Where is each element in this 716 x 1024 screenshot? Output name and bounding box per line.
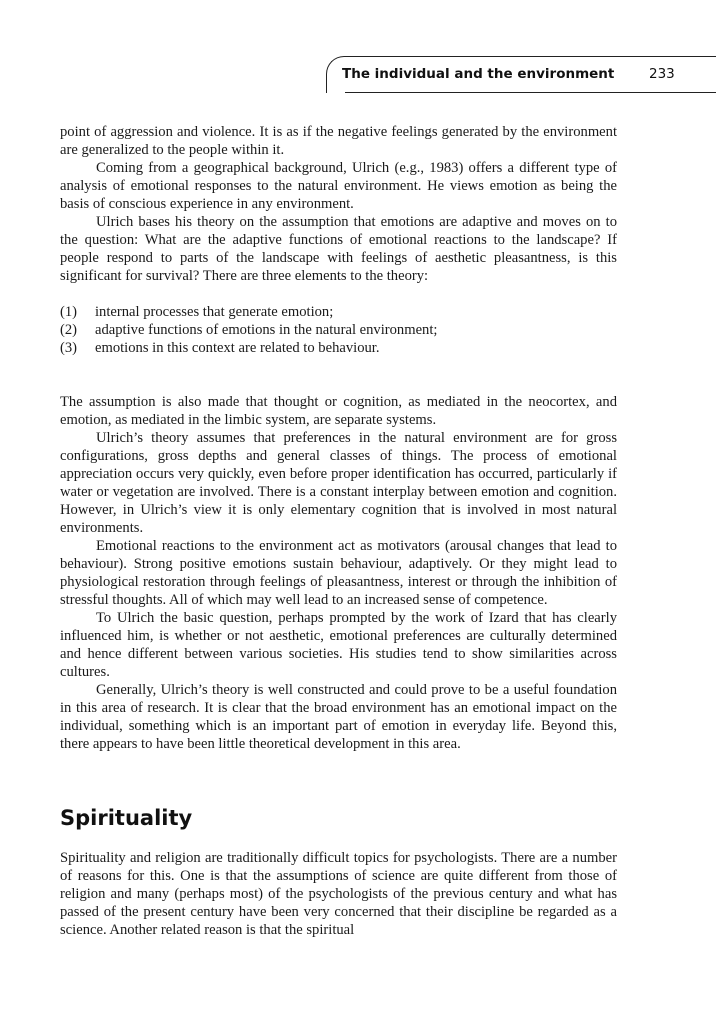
paragraph: The assumption is also made that thought or cognition, as mediated in the neocortex, and emotion, as mediated in the limbic system, are separate systems. — [60, 394, 617, 428]
paragraph: Ulrich’s theory assumes that preferences in the natural environment are for gross configurations, gross depths and general classes of things. The process of emotional appreciation occurs very quickly, even before proper identification has occurred, particularly if water or vegetation are involved. There is a constant interplay between emotion and cognition. However, in Ulrich’s view it is only elementary cognition that is involved in most natural environments. — [60, 430, 617, 536]
paragraph: Coming from a geographical background, Ulrich (e.g., 1983) offers a different type of analysis of emotional responses to the natural environment. He views emotion as being the basis of conscious experience in any environment. — [60, 160, 617, 212]
list-item-text: internal processes that generate emotion; — [95, 304, 334, 320]
list-item-number: (2) — [60, 322, 78, 338]
list-item — [60, 303, 617, 321]
section-heading: Spirituality — [60, 806, 193, 830]
list-item-number: (3) — [60, 340, 78, 356]
list-item-text: emotions in this context are related to behaviour. — [95, 340, 380, 356]
list-item-text: adaptive functions of emotions in the natural environment; — [95, 322, 438, 338]
paragraph: To Ulrich the basic question, perhaps prompted by the work of Izard that has clearly influenced him, is whether or not aesthetic, emotional preferences are culturally determined and hence different between various societies. His studies tend to show similarities across cultures. — [60, 610, 617, 680]
running-header-title: The individual and the environment — [342, 66, 615, 82]
theory-elements-list — [60, 303, 617, 357]
paragraph: Generally, Ulrich’s theory is well constructed and could prove to be a useful foundation in this area of research. It is clear that the broad environment has an emotional impact on the individual, something which is an important part of emotion in everyday life. Beyond this, there appears to have been little theoretical development in this area. — [60, 682, 617, 752]
list-item — [60, 339, 617, 357]
header-rule — [345, 92, 716, 93]
paragraph: Ulrich bases his theory on the assumption that emotions are adaptive and moves on to the question: What are the adaptive functions of emotional reactions to the landscape? If people respond to parts of the landscape with feelings of aesthetic pleasantness, is this significant for survival? There are three elements to the theory: — [60, 214, 617, 284]
list-item-number: (1) — [60, 304, 78, 320]
paragraph: Spirituality and religion are traditionally difficult topics for psychologists. There are a number of reasons for this. One is that the assumptions of science are quite different from those of religion and many (perhaps most) of the psychologists of the previous century and what has passed of the present century have been very concerned that their discipline be regarded as a science. Another related reason is that the spiritual — [60, 850, 617, 938]
list-item — [60, 321, 617, 339]
paragraph: Emotional reactions to the environment act as motivators (arousal changes that lead to behaviour). Strong positive emotions sustain behaviour, adaptively. Or they might lead to physiological restoration through feelings of pleasantness, interest or through the inhibition of stressful thoughts. All of which may well lead to an increased sense of competence. — [60, 538, 617, 608]
paragraph: point of aggression and violence. It is as if the negative feelings generated by the environment are generalized to the people within it. — [60, 124, 617, 158]
body-text — [60, 123, 617, 939]
page-number: 233 — [649, 66, 675, 82]
